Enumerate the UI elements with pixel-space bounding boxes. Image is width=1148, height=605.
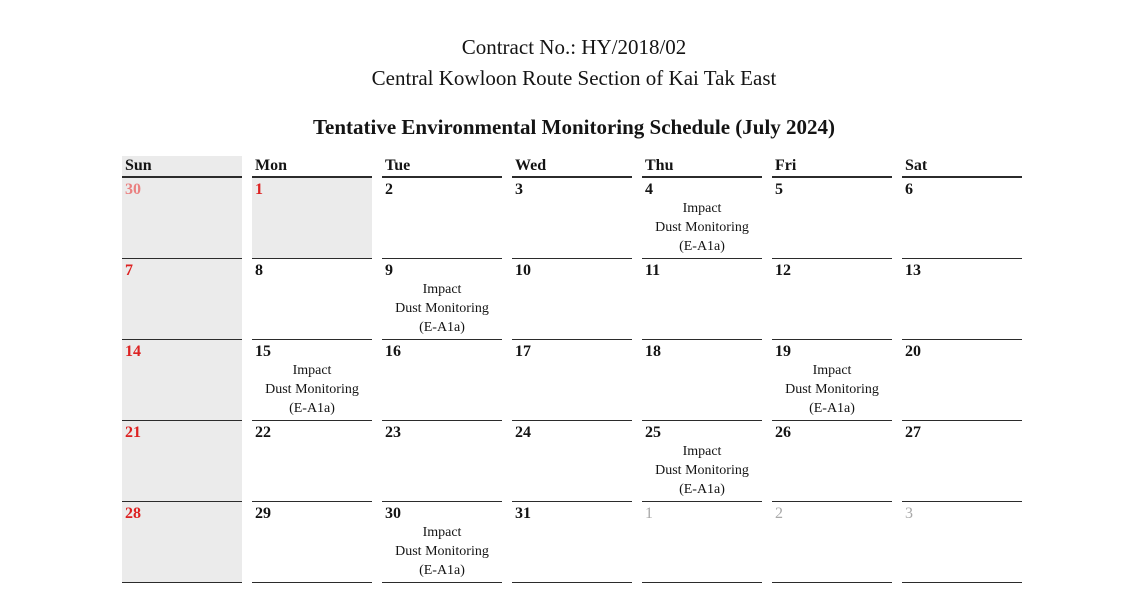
day-cell — [122, 259, 242, 340]
day-number: 16 — [385, 343, 401, 360]
event-line: Dust Monitoring — [395, 544, 489, 559]
event-line: (E-A1a) — [419, 320, 465, 335]
weekday-header-tue: Tue — [382, 156, 502, 178]
weekday-header-sun: Sun — [122, 156, 242, 178]
event-line: Dust Monitoring — [655, 220, 749, 235]
day-number: 8 — [255, 262, 263, 279]
day-cell — [122, 178, 242, 259]
day-number: 18 — [645, 343, 661, 360]
event-line: (E-A1a) — [419, 563, 465, 578]
day-number: 30 — [125, 181, 141, 198]
day-number: 11 — [645, 262, 661, 279]
day-cell — [512, 421, 632, 502]
monitoring-event — [642, 199, 762, 256]
event-line: Dust Monitoring — [655, 463, 749, 478]
day-cell — [122, 340, 242, 421]
day-cell — [252, 259, 372, 340]
day-number: 9 — [385, 262, 393, 279]
day-cell — [382, 421, 502, 502]
event-line: Impact — [422, 282, 462, 297]
day-number: 31 — [515, 505, 531, 522]
day-cell — [772, 421, 892, 502]
day-number: 14 — [125, 343, 141, 360]
day-cell — [252, 178, 372, 259]
day-number: 29 — [255, 505, 271, 522]
event-line: Dust Monitoring — [265, 382, 359, 397]
event-line: (E-A1a) — [679, 239, 725, 254]
day-cell — [772, 340, 892, 421]
day-cell — [382, 178, 502, 259]
day-number: 22 — [255, 424, 271, 441]
day-number: 13 — [905, 262, 921, 279]
weekday-header-mon: Mon — [252, 156, 372, 178]
day-cell — [902, 178, 1022, 259]
day-number: 19 — [775, 343, 791, 360]
event-line: Impact — [682, 444, 722, 459]
day-number: 6 — [905, 181, 913, 198]
monitoring-event — [252, 361, 372, 418]
day-number: 2 — [775, 505, 783, 522]
day-cell — [512, 502, 632, 583]
day-cell — [642, 259, 762, 340]
day-number: 4 — [645, 181, 653, 198]
event-line: Impact — [682, 201, 722, 216]
day-number: 25 — [645, 424, 661, 441]
day-number: 3 — [515, 181, 523, 198]
day-number: 30 — [385, 505, 401, 522]
day-number: 15 — [255, 343, 271, 360]
day-cell — [512, 259, 632, 340]
day-cell — [772, 178, 892, 259]
day-number: 26 — [775, 424, 791, 441]
day-number: 20 — [905, 343, 921, 360]
calendar-grid — [122, 156, 1022, 583]
document-header — [124, 32, 1024, 140]
event-line: Dust Monitoring — [785, 382, 879, 397]
contract-name: Central Kowloon Route Section of Kai Tak East — [371, 66, 777, 90]
event-line: (E-A1a) — [289, 401, 335, 416]
day-number: 17 — [515, 343, 531, 360]
day-cell — [512, 340, 632, 421]
monitoring-event — [382, 523, 502, 580]
day-cell — [642, 421, 762, 502]
day-cell — [122, 502, 242, 583]
day-number: 12 — [775, 262, 791, 279]
day-number: 2 — [385, 181, 393, 198]
day-number: 10 — [515, 262, 531, 279]
day-number: 5 — [775, 181, 783, 198]
day-cell — [382, 259, 502, 340]
event-line: Impact — [292, 363, 332, 378]
day-cell — [902, 259, 1022, 340]
weekday-header-sat: Sat — [902, 156, 1022, 178]
event-line: Dust Monitoring — [395, 301, 489, 316]
weekday-header-thu: Thu — [642, 156, 762, 178]
day-number: 7 — [125, 262, 133, 279]
monitoring-event — [772, 361, 892, 418]
day-cell — [382, 340, 502, 421]
day-cell — [772, 502, 892, 583]
day-cell — [642, 178, 762, 259]
monitoring-event — [642, 442, 762, 499]
day-number: 21 — [125, 424, 141, 441]
day-number: 24 — [515, 424, 531, 441]
day-cell — [902, 340, 1022, 421]
day-cell — [642, 340, 762, 421]
day-cell — [642, 502, 762, 583]
day-cell — [252, 502, 372, 583]
weekday-header-wed: Wed — [512, 156, 632, 178]
event-line: Impact — [422, 525, 462, 540]
event-line: Impact — [812, 363, 852, 378]
day-cell — [382, 502, 502, 583]
day-number: 27 — [905, 424, 921, 441]
day-cell — [772, 259, 892, 340]
day-number: 28 — [125, 505, 141, 522]
event-line: (E-A1a) — [679, 482, 725, 497]
day-cell — [512, 178, 632, 259]
day-number: 23 — [385, 424, 401, 441]
day-cell — [252, 421, 372, 502]
day-number: 1 — [255, 181, 263, 198]
event-line: (E-A1a) — [809, 401, 855, 416]
monitoring-event — [382, 280, 502, 337]
day-number: 1 — [645, 505, 653, 522]
day-cell — [902, 502, 1022, 583]
weekday-header-fri: Fri — [772, 156, 892, 178]
day-cell — [122, 421, 242, 502]
day-cell — [902, 421, 1022, 502]
contract-number: Contract No.: HY/2018/02 — [461, 35, 687, 59]
day-number: 3 — [905, 505, 913, 522]
schedule-title: Tentative Environmental Monitoring Schedule (July 2024) — [312, 115, 836, 139]
day-cell — [252, 340, 372, 421]
